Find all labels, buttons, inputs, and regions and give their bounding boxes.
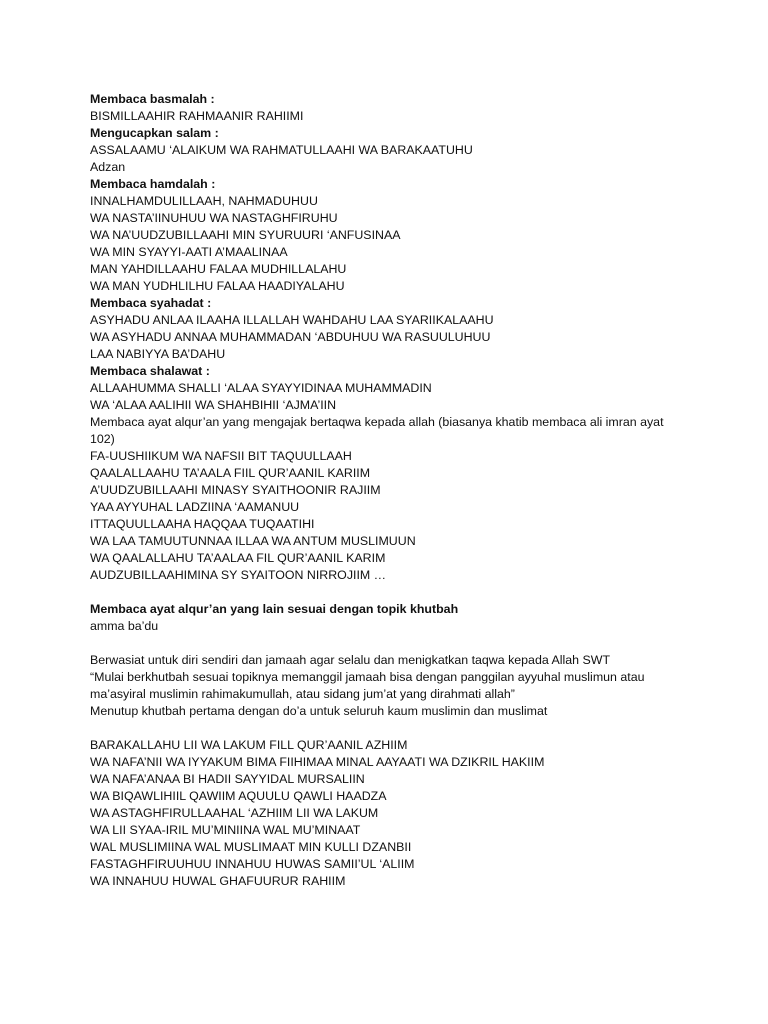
text-line: WA LII SYAA-IRIL MU’MINIINA WAL MU’MINAAT bbox=[90, 823, 361, 837]
text-line: Membaca ayat alqur’an yang mengajak bertaqwa kepada allah (biasanya khatib membaca ali imran ayat 102) bbox=[90, 415, 664, 446]
section-heading: Membaca syahadat : bbox=[90, 296, 212, 310]
text-line: QAALALLAAHU TA’AALA FIIL QUR’AANIL KARIIM bbox=[90, 466, 371, 480]
text-line: Berwasiat untuk diri sendiri dan jamaah agar selalu dan menigkatkan taqwa kepada Allah SWT bbox=[90, 653, 611, 667]
text-line: Menutup khutbah pertama dengan do’a untuk seluruh kaum muslimin dan muslimat bbox=[90, 704, 548, 718]
text-line: ASSALAAMU ‘ALAIKUM WA RAHMATULLAAHI WA BARAKAATUHU bbox=[90, 143, 473, 157]
text-line: YAA AYYUHAL LADZIINA ‘AAMANUU bbox=[90, 500, 300, 514]
text-line: BISMILLAAHIR RAHMAANIR RAHIIMI bbox=[90, 109, 304, 123]
text-line: WA NAFA’ANAA BI HADII SAYYIDAL MURSALIIN bbox=[90, 772, 365, 786]
section-heading: Mengucapkan salam : bbox=[90, 126, 219, 140]
text-line: ITTAQUULLAAHA HAQQAA TUQAATIHI bbox=[90, 517, 315, 531]
text-line: WA NA’UUDZUBILLAAHI MIN SYURUURI ‘ANFUSINAA bbox=[90, 228, 401, 242]
text-line: A’UUDZUBILLAAHI MINASY SYAITHOONIR RAJIIM bbox=[90, 483, 381, 497]
text-line: WAL MUSLIMIINA WAL MUSLIMAAT MIN KULLI DZANBII bbox=[90, 840, 412, 854]
text-line: FASTAGHFIRUUHUU INNAHUU HUWAS SAMII’UL ‘ALIIM bbox=[90, 857, 415, 871]
text-line: WA NAFA’NII WA IYYAKUM BIMA FIIHIMAA MINAL AAYAATI WA DZIKRIL HAKIIM bbox=[90, 755, 545, 769]
text-line: WA NASTA’IINUHUU WA NASTAGHFIRUHU bbox=[90, 211, 338, 225]
document-body bbox=[90, 91, 690, 890]
blank-line bbox=[90, 584, 690, 601]
text-line: FA-UUSHIIKUM WA NAFSII BIT TAQUULLAAH bbox=[90, 449, 352, 463]
blank-line bbox=[90, 720, 690, 737]
blank-line bbox=[90, 635, 690, 652]
text-line: ASYHADU ANLAA ILAAHA ILLALLAH WAHDAHU LAA SYARIIKALAAHU bbox=[90, 313, 494, 327]
text-line: WA ASTAGHFIRULLAAHAL ‘AZHIIM LII WA LAKUM bbox=[90, 806, 379, 820]
text-line: WA ‘ALAA AALIHII WA SHAHBIHII ‘AJMA’IIN bbox=[90, 398, 337, 412]
section-heading: Membaca hamdalah : bbox=[90, 177, 216, 191]
section-heading: Membaca shalawat : bbox=[90, 364, 210, 378]
text-line: Adzan bbox=[90, 160, 126, 174]
text-line: BARAKALLAHU LII WA LAKUM FILL QUR’AANIL AZHIIM bbox=[90, 738, 408, 752]
text-line: LAA NABIYYA BA’DAHU bbox=[90, 347, 226, 361]
text-line: “Mulai berkhutbah sesuai topiknya memanggil jamaah bisa dengan panggilan ayyuhal muslimun atau ma’asyiral muslimin rahimakumullah, atau sidang jum’at yang dirahmati allah” bbox=[90, 670, 645, 701]
section-heading: Membaca ayat alqur’an yang lain sesuai dengan topik khutbah bbox=[90, 602, 459, 616]
text-line: MAN YAHDILLAAHU FALAA MUDHILLALAHU bbox=[90, 262, 347, 276]
text-line: WA INNAHUU HUWAL GHAFUURUR RAHIIM bbox=[90, 874, 346, 888]
text-line: AUDZUBILLAAHIMINA SY SYAITOON NIRROJIIM … bbox=[90, 568, 387, 582]
text-line: ALLAAHUMMA SHALLI ‘ALAA SYAYYIDINAA MUHAMMADIN bbox=[90, 381, 432, 395]
text-line: amma ba’du bbox=[90, 619, 159, 633]
text-line: WA QAALALLAHU TA’AALAA FIL QUR’AANIL KARIM bbox=[90, 551, 386, 565]
section-heading: Membaca basmalah : bbox=[90, 92, 215, 106]
text-line: WA ASYHADU ANNAA MUHAMMADAN ‘ABDUHUU WA RASUULUHUU bbox=[90, 330, 491, 344]
text-line: WA MIN SYAYYI-AATI A’MAALINAA bbox=[90, 245, 288, 259]
text-line: INNALHAMDULILLAAH, NAHMADUHUU bbox=[90, 194, 318, 208]
text-line: WA LAA TAMUUTUNNAA ILLAA WA ANTUM MUSLIMUUN bbox=[90, 534, 416, 548]
text-line: WA BIQAWLIHIIL QAWIIM AQUULU QAWLI HAADZA bbox=[90, 789, 387, 803]
text-line: WA MAN YUDHLILHU FALAA HAADIYALAHU bbox=[90, 279, 345, 293]
